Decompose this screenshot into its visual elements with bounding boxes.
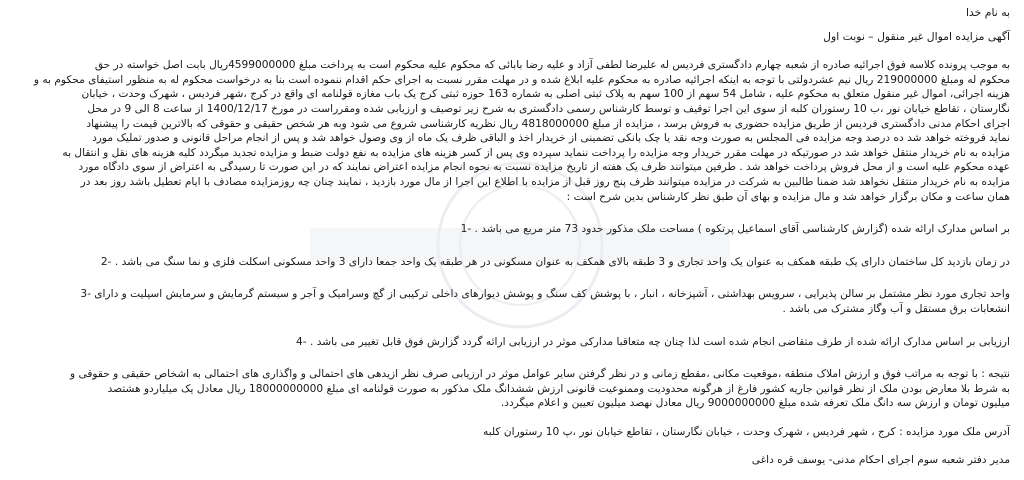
conclusion-line: میلیون تومان و ارزش سه دانگ ملک تعرفه شده مبلغ 9000000000 ریال معادل نهصد میلیون تعیین و اعلام میگردد. [500, 397, 1010, 410]
conclusion-line: به شرط بلا معارض بودن ملک از نظر قوانین جاریه کشور فارغ از هرگونه محدودیت وممنوعیت قانونی ارزش ششدانگ ملک مذکور به صورت قولنامه ای مبلغ 18000000000 ریال معادل یک میلیاردو هشتصد [107, 382, 1010, 395]
conclusion-paragraph [14, 367, 1010, 411]
intro-line: اجرای احکام مدنی دادگستری فردیس از طریق مزایده حضوری به فروش برسد ، مزایده از مبلغ 4818000000 ریال نظریه کارشناسی شروع می شود وبه هر شخص حقیقی و حقوقی که بالاترین قیمت را پیشنهاد [86, 117, 1010, 130]
property-address: آدرس ملک مورد مزایده : کرج ، شهر فردیس ، شهرک وحدت ، خیابان نگارستان ، تقاطع خیابان نور ،پ 10 رستوران کلبه [483, 425, 1010, 438]
intro-line: مزایده به نام خریدار منتقل خواهد شد در صورتیکه در مهلت مقرر خریدار وجه مزایده را پرداخت ننماید سپرده وی پس از کسر هزینه های مزایده به نفع دولت ضبط و مزایده تجدید میگردد کلیه هزینه های نقل و انتقال به [62, 146, 1010, 159]
intro-paragraph [14, 58, 1010, 204]
item-1: بر اساس مدارک ارائه شده (گزارش کارشناسی آقای اسماعیل پرتکوه ) مساحت ملک مذکور حدود 73 متر مربع می باشد . -1 [460, 223, 1010, 236]
page-title: آگهی مزایده اموال غیر منقول – نوبت اول [823, 29, 1010, 43]
intro-line: به موجب پرونده کلاسه فوق اجرائیه صادره از شعبه چهارم دادگستری فردیس له علیرضا لطفی آزاد و علیه رضا بابائی که محکوم علیه محکوم است به پرداخت مبلغ 4599000000ریال بابت اصل خواسته در حق [94, 59, 1010, 72]
item-3-line: انشعابات برق مستقل و آب وگاز مشترک می باشد . [782, 302, 1010, 315]
item-3 [14, 287, 1010, 316]
item-3-line: واحد تجاری مورد نظر مشتمل بر سالن پذیرایی ، سرویس بهداشتی ، آشپزخانه ، انبار ، با پوشش کف سنگ و پوشش دیوارهای داخلی ترکیبی از گچ وسرامیک و آجر و سیستم گرمایش و سرمایش اسپلیت و دارای -3 [80, 288, 1010, 301]
basmala: به نام خدا [966, 6, 1010, 19]
item-2: در زمان بازدید کل ساختمان دارای یک طبقه همکف به عنوان یک واحد تجاری و 3 طبقه بالای همکف به عنوان مسکونی در هر طبقه یک واحد جمعا دارای 3 واحد مسکونی اسکلت فلزی و نما سنگ می باشد . -2 [100, 255, 1010, 268]
intro-line: همان ساعت و مکان برگزار خواهد شد و مال مزایده و بهای آن طبق نظر کارشناس بدین شرح است : [566, 190, 1010, 203]
intro-line: مزایده به نام خریدار منتقل نخواهد شد ضمنا طالبین به شرکت در مزایده میتوانند ظرف پنج روز قبل از مزایده با اطلاع این اجرا از مال مورد بازدید ، نمایند چنان چه روزمزایده مصادف با ایام تعطیل باشد روز بعد در [80, 175, 1010, 188]
intro-line: نماید فروخته خواهد شد ده درصد وجه مزایده فی المجلس به صورت وجه نقد یا چک بانکی تضمینی از خریدار اخذ و الباقی ظرف یک ماه از وی وصول خواهد شد و پس از انجام مراحل قانونی و صدور تملیک مورد [92, 132, 1010, 145]
intro-line: هزینه اجرائی، اموال غیر منقول متعلق به محکوم علیه ، شامل 54 سهم از 100 سهم به پلاک ثبتی اصلی به شماره 163 حوزه ثبتی کرج یک باب مغازه قولنامه ای واقع در کرج ،شهر فردیس ، شهرک وحدت ، خیابان [81, 88, 1010, 101]
intro-line: نگارستان ، تقاطع خیابان نور ،ب 10 رستوران کلبه از سوی این اجرا توقیف و توسط کارشناس رسمی دادگستری به شرح زیر توصیف و ارزیابی شده ومقرراست در مورخ 1400/12/17 از ساعت 8 الی 9 در محل [87, 102, 1010, 115]
conclusion-line: نتیجه : با توجه به مراتب فوق و ارزش املاک منطقه ،موقعیت مکانی ،مقطع زمانی و در نظر گرفتن سایر عوامل موثر در ارزیابی صرف نظر ازیدهی های احتمالی و واگذاری های احتمالی به اشخاص حقیقی و حقوقی و [70, 368, 1010, 381]
intro-line: محکوم له ومبلغ 219000000 ریال نیم عشردولتی با توجه به اینکه اجرائیه صادره به محکوم علیه ابلاغ شده و در مهلت مقرر نسبت به اجرای حکم اقدام ننموده است بنا به درخواست محکوم له به منظور استیفای محکوم به و [33, 73, 1010, 86]
signature: مدیر دفتر شعبه سوم اجرای احکام مدنی- یوسف قره داغی [751, 454, 1010, 467]
item-4: ارزیابی بر اساس مدارک ارائه شده از طرف متقاضی انجام شده است لذا چنان چه متعاقبا مدارکی موثر در ارزیابی ارائه گردد گزارش فوق قابل تغییر می باشد . -4 [296, 335, 1010, 348]
intro-line: عهده محکوم علیه است و از محل فروش پرداخت خواهد شد . طرفین میتوانند ظرف یک هفته از تاریخ مزایده نسبت به نحوه انجام مزایده اعتراض نمایند که در این صورت تا رسیدگی به اعتراض از سوی دادگاه مورد [78, 161, 1010, 174]
